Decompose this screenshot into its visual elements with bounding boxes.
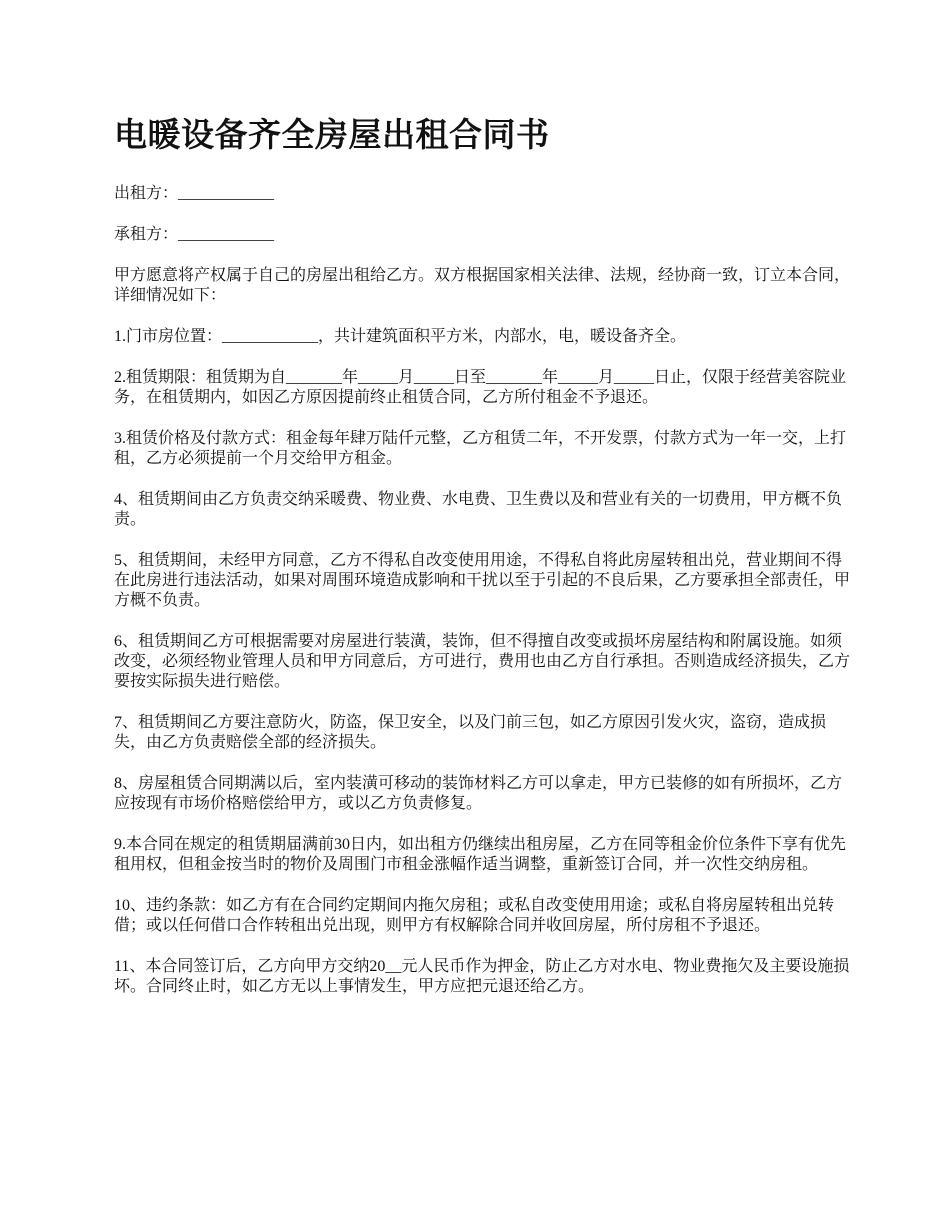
clause-3-payment: 3.租赁价格及付款方式：租金每年肆万陆仟元整，乙方租赁二年，不开发票，付款方式为一年一交，上打租，乙方必须提前一个月交给甲方租金。 [114,430,847,467]
clause-6-decoration: 6、租赁期间乙方可根据需要对房屋进行装潢，装饰，但不得擅自改变或损坏房屋结构和附属设施。如须改变，必须经物业管理人员和甲方同意后，方可进行，费用也由乙方自行承担。否则造成经济损失，乙方要按实际损失进行赔偿。 [114,633,851,690]
document-title: 电暖设备齐全房屋出租合同书 [114,118,550,154]
lessor-line: 出租方：____________ [114,185,275,202]
clause-9-renewal: 9.本合同在规定的租赁期届满前30日内，如出租方仍继续出租房屋，乙方在同等租金价位条件下享有优先租用权，但租金按当时的物价及周围门市租金涨幅作适当调整，重新签订合同，并一次性交纳房租。 [114,836,847,873]
clause-8-expiry: 8、房屋租赁合同期满以后，室内装潢可移动的装饰材料乙方可以拿走，甲方已装修的如有所损坏，乙方应按现有市场价格赔偿给甲方，或以乙方负责修复。 [114,775,843,812]
clause-1-location: 1.门市房位置：____________，共计建筑面积平方米，内部水，电，暖设备齐全。 [114,328,687,345]
clause-4-fees: 4、租赁期间由乙方负责交纳采暖费、物业费、水电费、卫生费以及和营业有关的一切费用，甲方概不负责。 [114,491,843,528]
clause-2-term: 2.租赁期限：租赁期为自_______年_____月_____日至_______年_____月_____日止，仅限于经营美容院业务，在租赁期内，如因乙方原因提前终止租赁合同，乙方所付租金不予退还。 [114,369,847,406]
document-page [114,112,856,1018]
clause-7-safety: 7、租赁期间乙方要注意防火，防盗，保卫安全，以及门前三包，如乙方原因引发火灾，盗窃，造成损失，由乙方负责赔偿全部的经济损失。 [114,714,827,751]
clause-10-breach: 10、违约条款：如乙方有在合同约定期间内拖欠房租；或私自改变使用用途；或私自将房屋转租出兑转借；或以任何借口合作转租出兑出现，则甲方有权解除合同并收回房屋，所付房租不予退还。 [114,897,835,934]
clause-11-deposit: 11、本合同签订后，乙方向甲方交纳20__元人民币作为押金，防止乙方对水电、物业费拖欠及主要设施损坏。合同终止时，如乙方无以上事情发生，甲方应把元退还给乙方。 [114,958,850,995]
lessee-line: 承租方：____________ [114,226,275,243]
clause-5-use: 5、租赁期间，未经甲方同意，乙方不得私自改变使用用途，不得私自将此房屋转租出兑，营业期间不得在此房进行违法活动，如果对周围环境造成影响和干扰以至于引起的不良后果，乙方要承担全部责任，甲方概不负责。 [114,552,851,609]
intro-paragraph: 甲方愿意将产权属于自己的房屋出租给乙方。双方根据国家相关法律、法规，经协商一致，订立本合同，详细情况如下： [114,267,851,304]
